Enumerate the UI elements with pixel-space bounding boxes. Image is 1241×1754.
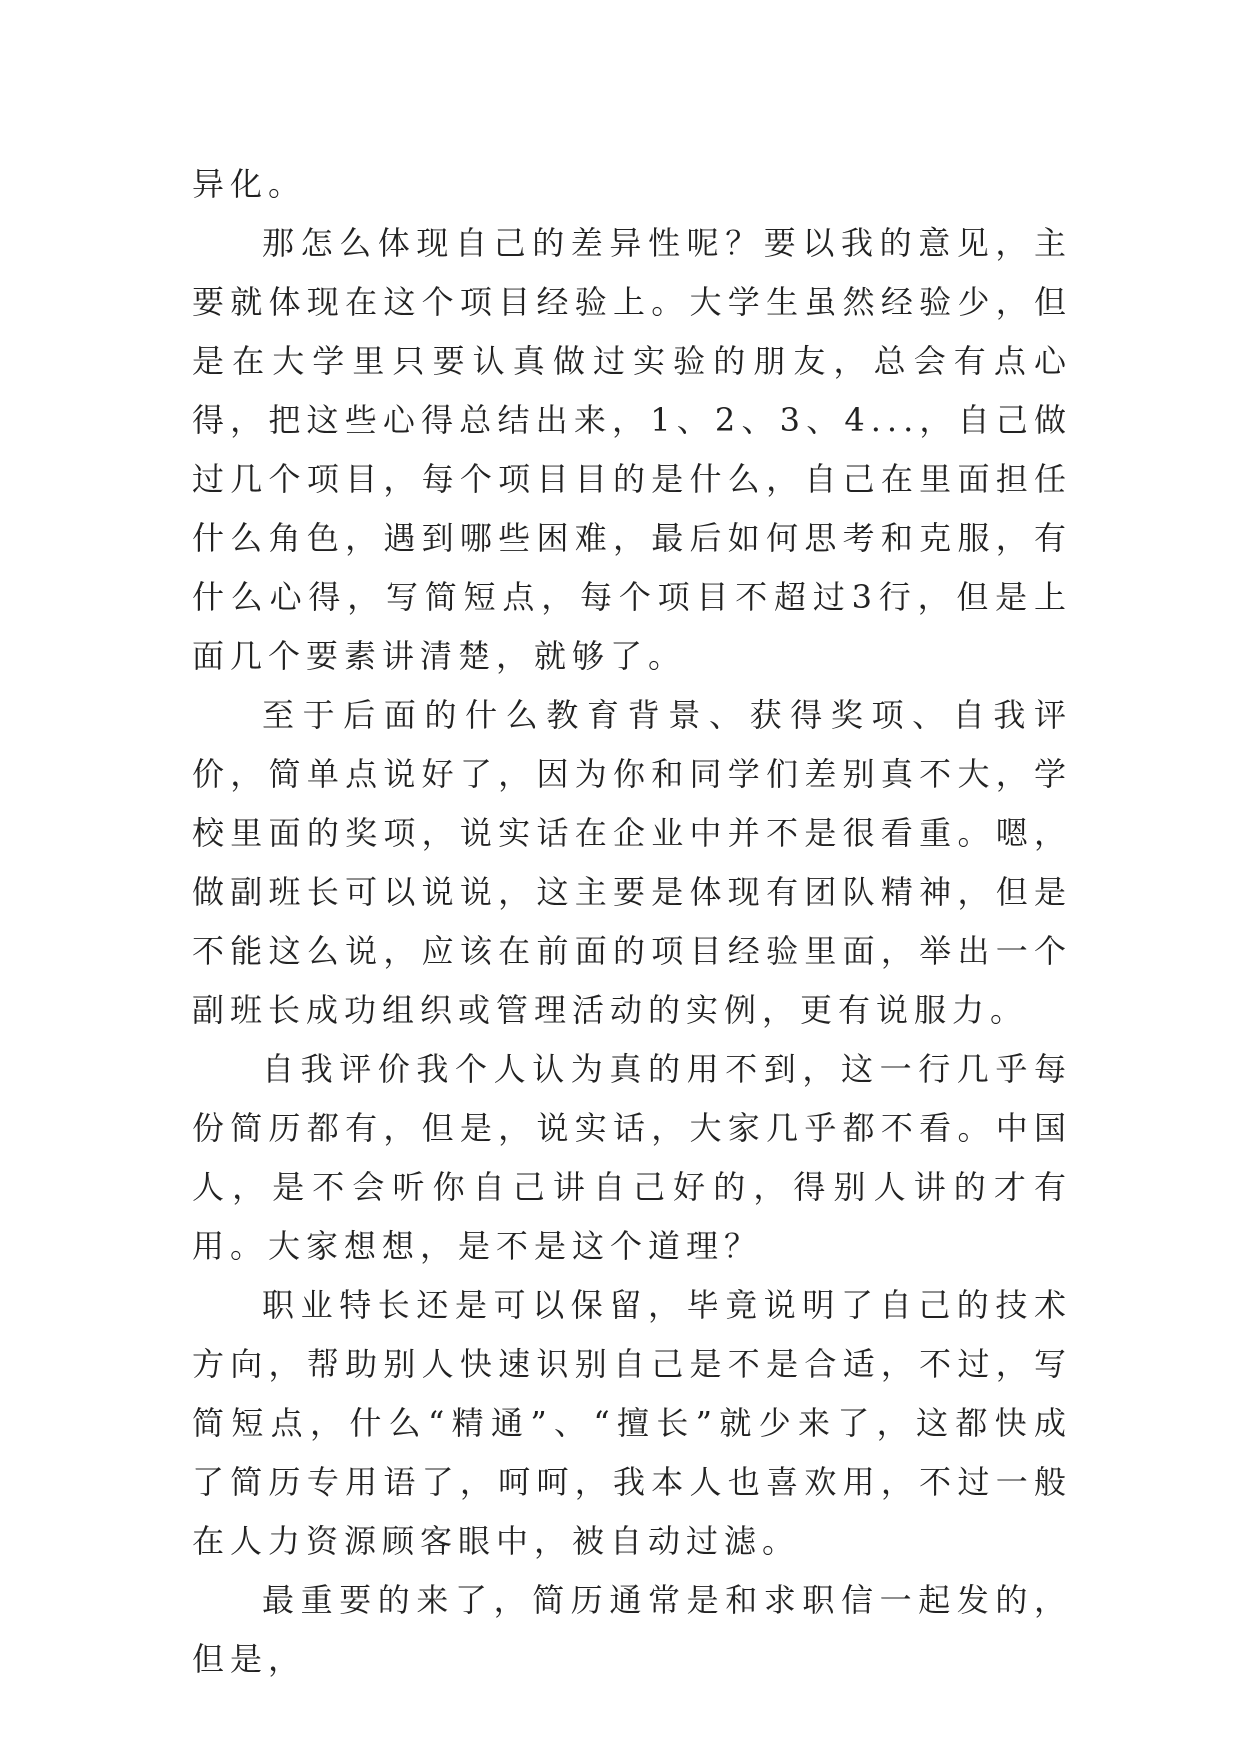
paragraph-6: 最重要的来了，简历通常是和求职信一起发的，但是， [192, 1581, 1072, 1678]
paragraph-4: 自我评价我个人认为真的用不到，这一行几乎每份简历都有，但是，说实话，大家几乎都不看。中国人，是不会听你自己讲自己好的，得别人讲的才有用。大家想想，是不是这个道理？ [192, 1050, 1072, 1265]
document-body [192, 155, 1072, 1689]
paragraph-3: 至于后面的什么教育背景、获得奖项、自我评价，简单点说好了，因为你和同学们差别真不大，学校里面的奖项，说实话在企业中并不是很看重。嗯，做副班长可以说说，这主要是体现有团队精神，但是不能这么说，应该在前面的项目经验里面，举出一个副班长成功组织或管理活动的实例，更有说服力。 [192, 696, 1072, 1029]
paragraph-1: 异化。 [192, 165, 307, 203]
paragraph-5: 职业特长还是可以保留，毕竟说明了自己的技术方向，帮助别人快速识别自己是不是合适，不过，写简短点，什么“精通”、“擅长”就少来了，这都快成了简历专用语了，呵呵，我本人也喜欢用，不过一般在人力资源顾客眼中，被自动过滤。 [192, 1286, 1072, 1560]
paragraph-2: 那怎么体现自己的差异性呢？要以我的意见，主要就体现在这个项目经验上。大学生虽然经验少，但是在大学里只要认真做过实验的朋友，总会有点心得，把这些心得总结出来，1、2、3、4...，自己做过几个项目，每个项目目的是什么，自己在里面担任什么角色，遇到哪些困难，最后如何思考和克服，有什么心得，写简短点，每个项目不超过3行，但是上面几个要素讲清楚，就够了。 [192, 224, 1072, 675]
